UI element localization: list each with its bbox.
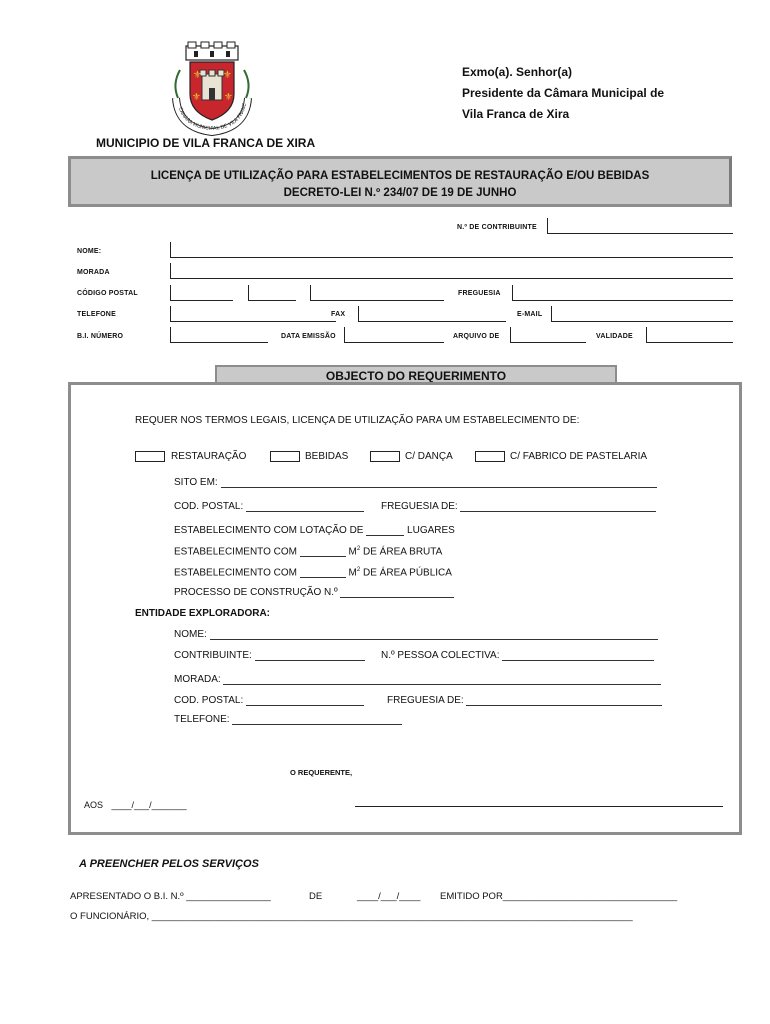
arquivo-label: ARQUIVO DE: [453, 333, 500, 340]
title-box: [68, 156, 732, 207]
pastelaria-checkbox[interactable]: [475, 451, 505, 462]
lotacao-label: ESTABELECIMENTO COM LOTAÇÃO DE: [174, 525, 364, 536]
contribuinte-label: N.º DE CONTRIBUINTE: [457, 224, 537, 231]
validade-field[interactable]: [646, 327, 733, 343]
email-label: E-MAIL: [517, 311, 543, 318]
ent-contribuinte-row: [174, 650, 365, 661]
telefone-label: TELEFONE: [77, 311, 116, 318]
danca-checkbox[interactable]: [370, 451, 400, 462]
morada-label: MORADA: [77, 269, 110, 276]
area-bruta-unit-sup: 2: [356, 546, 361, 552]
freguesia-de-label: FREGUESIA DE:: [381, 501, 458, 512]
arquivo-field[interactable]: [510, 327, 586, 343]
sito-em-row: [174, 477, 657, 488]
ent-morada-label: MORADA:: [174, 674, 221, 685]
codigo-postal-field-3[interactable]: [310, 285, 444, 301]
ent-morada-field[interactable]: [223, 674, 661, 685]
fax-field[interactable]: [358, 306, 506, 322]
form-title: LICENÇA DE UTILIZAÇÃO PARA ESTABELECIMENTOS DE RESTAURAÇÃO E/OU BEBIDAS: [150, 170, 650, 182]
freguesia-field[interactable]: [512, 285, 733, 301]
de-label: DE: [309, 891, 323, 902]
addressee-block: [462, 62, 664, 125]
codigo-postal-field-1[interactable]: [170, 285, 233, 301]
crest-ring-text: CAMARA MUNICIPAL DE VILA FRANC: [176, 102, 249, 133]
municipality-name: MUNICIPIO DE VILA FRANCA DE XIRA: [96, 136, 316, 150]
danca-label: C/ DANÇA: [405, 451, 453, 462]
area-bruta-suffix: DE ÁREA BRUTA: [363, 546, 443, 558]
restauracao-checkbox[interactable]: [135, 451, 165, 462]
freguesia-de-row: [381, 501, 656, 512]
cod-postal-row: [174, 501, 364, 512]
request-text: REQUER NOS TERMOS LEGAIS, LICENÇA DE UTILIZAÇÃO PARA UM ESTABELECIMENTO DE:: [135, 415, 580, 426]
area-publica-unit-sup: 2: [356, 567, 361, 573]
funcionario-text: O FUNCIONÁRIO, ___________________________________________________________________________________________: [70, 911, 633, 922]
ent-telefone-row: [174, 714, 402, 725]
cod-postal-label: COD. POSTAL:: [174, 501, 244, 512]
nome-field[interactable]: [170, 242, 733, 258]
processo-field[interactable]: [340, 587, 454, 598]
addressee-line-2: Presidente da Câmara Municipal de: [462, 86, 665, 100]
bi-numero-field[interactable]: [170, 327, 268, 343]
services-date-field[interactable]: ____/___/____: [357, 891, 421, 902]
form-decree: DECRETO-LEI N.º 234/07 DE 19 DE JUNHO: [283, 187, 517, 199]
addressee-line-1: Exmo(a). Senhor(a): [462, 65, 573, 79]
ent-cod-postal-field[interactable]: [246, 695, 364, 706]
area-bruta-row: [174, 546, 442, 557]
ent-pessoa-label: N.º PESSOA COLECTIVA:: [381, 650, 500, 661]
ent-morada-row: [174, 674, 661, 685]
data-emissao-label: DATA EMISSÃO: [281, 333, 336, 340]
lotacao-unit: LUGARES: [407, 525, 455, 536]
codigo-postal-field-2[interactable]: [248, 285, 296, 301]
codigo-postal-label: CÓDIGO POSTAL: [77, 290, 138, 297]
pastelaria-label: C/ FABRICO DE PASTELARIA: [510, 451, 648, 462]
ent-telefone-field[interactable]: [232, 714, 402, 725]
bebidas-checkbox[interactable]: [270, 451, 300, 462]
signature-line[interactable]: [355, 805, 723, 807]
ent-freguesia-row: [387, 695, 662, 706]
lotacao-field[interactable]: [366, 525, 404, 536]
morada-field[interactable]: [170, 263, 733, 279]
ent-nome-row: [174, 629, 658, 640]
area-bruta-unit-m: M: [348, 546, 357, 558]
validade-label: VALIDADE: [596, 333, 633, 340]
area-publica-row: [174, 567, 452, 578]
contribuinte-field[interactable]: [547, 218, 733, 234]
freguesia-label: FREGUESIA: [458, 290, 501, 297]
area-publica-label: ESTABELECIMENTO COM: [174, 567, 297, 579]
ent-cod-postal-label: COD. POSTAL:: [174, 695, 244, 706]
sito-em-field[interactable]: [221, 477, 657, 488]
svg-text:⚜: ⚜: [193, 70, 202, 81]
apresentado-text: APRESENTADO O B.I. N.º ________________: [70, 891, 271, 902]
requerente-label: O REQUERENTE,: [290, 768, 353, 777]
freguesia-de-field[interactable]: [460, 501, 656, 512]
apresentado-row: [70, 891, 271, 902]
bebidas-label: BEBIDAS: [305, 451, 349, 462]
ent-pessoa-field[interactable]: [502, 650, 654, 661]
emitido-text: EMITIDO POR_________________________________: [440, 891, 678, 902]
ent-contribuinte-field[interactable]: [255, 650, 365, 661]
ent-nome-field[interactable]: [210, 629, 658, 640]
aos-row: [84, 800, 187, 810]
area-publica-unit-m: M: [348, 567, 357, 579]
addressee-line-3: Vila Franca de Xira: [462, 107, 570, 121]
area-bruta-field[interactable]: [300, 546, 346, 557]
email-field[interactable]: [551, 306, 733, 322]
fax-label: FAX: [331, 311, 346, 318]
svg-text:⚜: ⚜: [224, 92, 233, 103]
services-heading: A PREENCHER PELOS SERVIÇOS: [79, 858, 259, 870]
svg-text:⚜: ⚜: [223, 70, 232, 81]
entidade-heading: ENTIDADE EXPLORADORA:: [135, 608, 271, 619]
cod-postal-field[interactable]: [246, 501, 364, 512]
lotacao-row: [174, 525, 455, 536]
ent-freguesia-label: FREGUESIA DE:: [387, 695, 464, 706]
ent-contribuinte-label: CONTRIBUINTE:: [174, 650, 252, 661]
ent-nome-label: NOME:: [174, 629, 207, 640]
ent-cod-postal-row: [174, 695, 364, 706]
svg-text:⚜: ⚜: [192, 92, 201, 103]
nome-label: NOME:: [77, 248, 102, 255]
processo-row: [174, 587, 454, 598]
aos-label: AOS: [84, 800, 104, 810]
ent-telefone-label: TELEFONE:: [174, 714, 230, 725]
sito-em-label: SITO EM:: [174, 477, 218, 488]
processo-label: PROCESSO DE CONSTRUÇÃO N.º: [174, 587, 338, 598]
restauracao-label: RESTAURAÇÃO: [171, 451, 247, 462]
telefone-field[interactable]: [170, 306, 336, 322]
ent-freguesia-field[interactable]: [466, 695, 662, 706]
area-bruta-label: ESTABELECIMENTO COM: [174, 546, 297, 558]
area-publica-field[interactable]: [300, 567, 346, 578]
bi-numero-label: B.I. NÚMERO: [77, 333, 124, 340]
aos-date-field[interactable]: ____/___/_______: [111, 800, 187, 810]
area-publica-suffix: DE ÁREA PÚBLICA: [363, 567, 452, 579]
ent-pessoa-row: [381, 650, 654, 661]
object-heading-text: OBJECTO DO REQUERIMENTO: [325, 369, 507, 383]
data-emissao-field[interactable]: [344, 327, 444, 343]
municipal-crest: [168, 40, 256, 136]
